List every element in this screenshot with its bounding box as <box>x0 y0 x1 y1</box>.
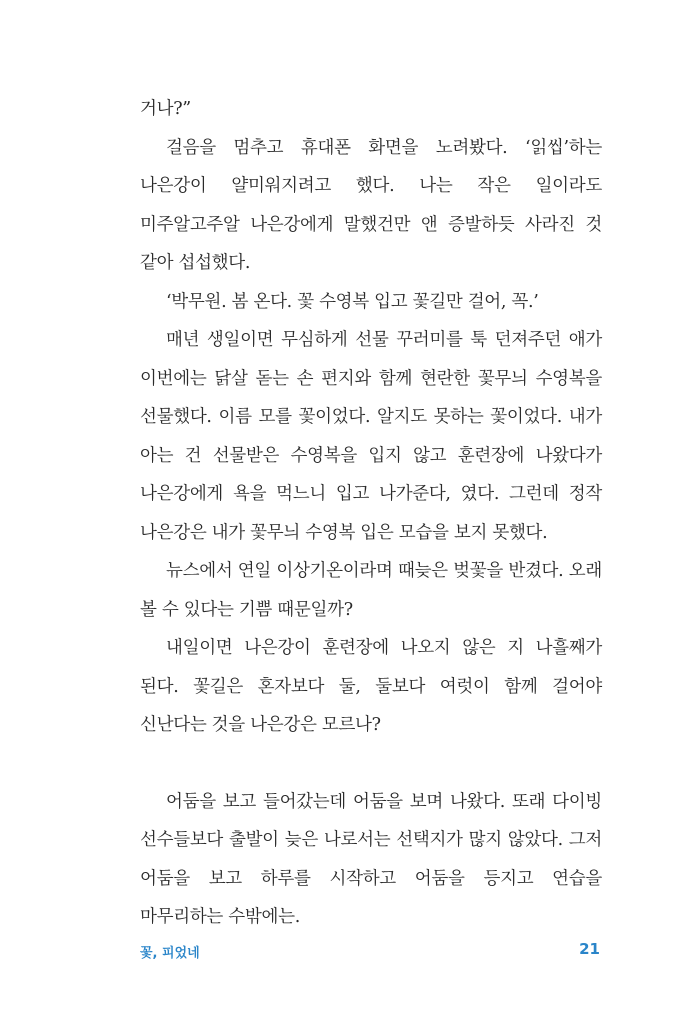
paragraph-message: ‘박무원. 봄 온다. 꽃 수영복 입고 꽃길만 걸어, 꼭.’ <box>166 291 539 312</box>
page-number: 21 <box>579 940 600 958</box>
paragraph: 뉴스에서 연일 이상기온이라며 때늦은 벚꽃을 반겼다. 오래 볼 수 있다는 기쁨 때문일까? <box>140 561 602 620</box>
paragraph-continuation: 거나?” <box>140 99 191 119</box>
page-footer <box>140 940 602 964</box>
running-title: 꽃, 피었네 <box>140 946 200 961</box>
paragraph: 어둠을 보고 들어갔는데 어둠을 보며 나왔다. 또래 다이빙 선수들보다 출발이 늦은 나로서는 선택지가 많지 않았다. 그저 어둠을 보고 하루를 시작하고 어둠을 등지고 연습을 마무리하는 수밖에는. <box>140 791 602 927</box>
paragraph: 내일이면 나은강이 훈련장에 나오지 않은 지 나흘째가 된다. 꽃길은 혼자보다 둘, 둘보다 여럿이 함께 걸어야 신난다는 것을 나은강은 모르나? <box>140 638 602 735</box>
paragraph: 매년 생일이면 무심하게 선물 꾸러미를 툭 던져주던 애가 이번에는 닭살 돋는 손 편지와 함께 현란한 꽃무늬 수영복을 선물했다. 이름 모를 꽃이었다. 알지도 못하는 꽃이었다. 내가 아는 건 선물받은 수영복을 입지 않고 훈련장에 나왔다가 나은강에게 욕을 먹느니 입고 나가준다, 였다. 그런데 정작 나은강은 내가 꽃무늬 수영복 입은 모습을 보지 못했다. <box>140 330 602 543</box>
section-break <box>140 745 602 783</box>
paragraph: 걸음을 멈추고 휴대폰 화면을 노려봤다. ‘읽씹’하는 나은강이 얄미워지려고 했다. 나는 작은 일이라도 미주알고주알 나은강에게 말했건만 앤 증발하듯 사라진 것 같아 섭섭했다. <box>140 137 602 273</box>
body-text <box>140 90 602 937</box>
